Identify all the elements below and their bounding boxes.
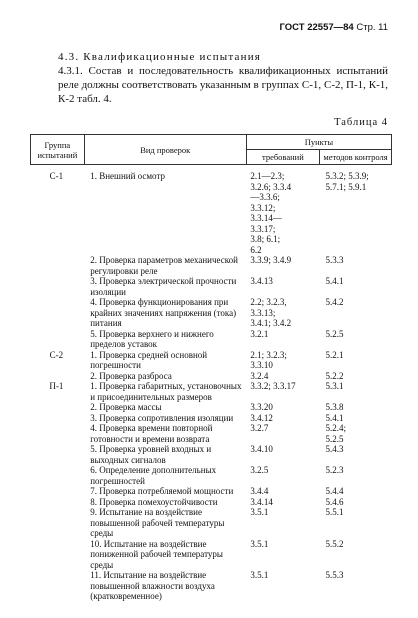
cell-group [31, 486, 85, 497]
cell-requirements: 3.5.1 [250, 538, 269, 549]
cell-requirements: 3.3.9; 3.4.9 [250, 255, 292, 265]
table-row [31, 402, 392, 413]
cell-group [31, 276, 85, 297]
cell-check-name: 4. Проверка времени повторной готовности и времени возврата [90, 423, 213, 444]
table-row [31, 465, 392, 486]
cell-methods: 5.2.4; 5.2.5 [325, 423, 346, 444]
cell-requirements: 3.5.1 [250, 507, 269, 517]
cell-check-name: 5. Проверка уровней входных и выходных сигналов [90, 444, 212, 465]
table-row [31, 570, 392, 602]
header-group: Группа испытаний [31, 135, 85, 165]
cell-check-name: 1. Проверка габаритных, установочных и присоединительных размеров [90, 381, 242, 402]
cell-check-name: 2. Проверка разброса [90, 370, 172, 381]
cell-methods: 5.3.2; 5.3.9; 5.7.1; 5.9.1 [325, 171, 369, 192]
cell-group [31, 465, 85, 486]
cell-methods: 5.2.3 [325, 465, 344, 475]
table-row [31, 413, 392, 424]
intro-paragraph: 4.3.1. Состав и последовательность квалификационных испытаний реле должны соответствовать указанным в группах С-1, С-2, П-1, К-1, К-2 табл. 4. [58, 65, 388, 105]
cell-group: П-1 [49, 381, 64, 391]
cell-requirements: 2.2; 3.2.3, 3.3.13; 3.4.1; 3.4.2 [250, 297, 292, 328]
cell-methods: 5.5.2 [325, 538, 344, 549]
header-requirements: требований [246, 150, 319, 165]
cell-requirements: 3.3.20 [250, 402, 273, 412]
cell-methods: 5.4.1 [325, 276, 344, 286]
cell-methods: 5.5.1 [325, 507, 344, 517]
cell-check-name: 3. Проверка сопротивления изоляции [90, 412, 234, 423]
page-header [280, 22, 388, 33]
table-body [31, 165, 392, 602]
cell-check-name: 9. Испытание на воздействие повышенной рабочей температуры среды [90, 507, 225, 538]
cell-check-name: 3. Проверка электрической прочности изоляции [90, 276, 237, 297]
header-checks: Вид проверок [84, 135, 246, 165]
cell-methods: 5.5.3 [325, 570, 344, 580]
cell-check-name: 1. Проверка средней основной погрешности [90, 349, 208, 370]
cell-check-name: 10. Испытание на воздействие пониженной рабочей температуры среды [90, 538, 223, 570]
cell-check-name: 11. Испытание на воздействие повышенной влажности воздуха (кратковременное) [90, 570, 215, 601]
cell-requirements: 3.4.4 [250, 486, 269, 496]
cell-methods: 5.3.3 [325, 255, 344, 265]
cell-check-name: 8. Проверка помехоустойчивости [90, 496, 218, 507]
cell-group [31, 539, 85, 571]
table-row [31, 371, 392, 382]
table-row [31, 486, 392, 497]
header-clauses: Пункты [246, 135, 391, 150]
cell-check-name: 1. Внешний осмотр [90, 171, 165, 181]
standard-number: ГОСТ 22557—84 [279, 22, 354, 33]
cell-requirements: 2.1; 3.2.3; 3.3.10 [250, 349, 287, 370]
header-methods: методов контроля [319, 150, 391, 165]
cell-check-name: 7. Проверка потребляемой мощности [90, 486, 234, 496]
cell-requirements: 3.2.4 [250, 370, 269, 381]
cell-methods: 5.2.2 [325, 370, 344, 381]
cell-requirements: 3.4.12 [250, 412, 273, 423]
cell-group [31, 371, 85, 382]
table-row [31, 444, 392, 465]
cell-check-name: 5. Проверка верхнего и нижнего пределов уставок [90, 328, 214, 349]
cell-check-name: 2. Проверка массы [90, 402, 162, 412]
table-row [31, 329, 392, 350]
cell-group [31, 423, 85, 444]
cell-group [31, 297, 85, 329]
cell-check-name: 2. Проверка параметров механической регулировки реле [90, 255, 238, 276]
cell-requirements: 3.5.1 [250, 570, 269, 580]
page-number: Стр. 11 [356, 22, 388, 33]
cell-methods: 5.3.8 [325, 402, 344, 412]
cell-methods: 5.4.4 [325, 486, 344, 496]
table-caption: Таблица 4 [334, 117, 388, 128]
table-row [31, 539, 392, 571]
table-row [31, 423, 392, 444]
cell-methods: 5.4.1 [325, 412, 344, 423]
cell-requirements: 3.4.10 [250, 444, 273, 454]
cell-group: С-1 [49, 171, 64, 181]
table-row [31, 497, 392, 508]
cell-requirements: 2.1—2.3; 3.2.6; 3.3.4 —3.3.6; 3.3.12; 3.3.14— 3.3.17; 3.8; 6.1; 6.2 [250, 171, 292, 255]
cell-methods: 5.2.5 [325, 328, 344, 339]
table-row [31, 171, 392, 255]
cell-requirements: 3.2.1 [250, 328, 269, 339]
cell-methods: 5.3.1 [325, 381, 344, 391]
cell-group [31, 444, 85, 465]
cell-methods: 5.4.6 [325, 496, 344, 507]
table-row [31, 276, 392, 297]
cell-check-name: 6. Определение дополнительных погрешностей [90, 465, 217, 486]
cell-methods: 5.4.3 [325, 444, 344, 454]
cell-group [31, 507, 85, 539]
cell-requirements: 3.2.7 [250, 423, 269, 433]
cell-check-name: 4. Проверка функционирования при крайних значениях напряжения (тока) питания [90, 297, 237, 328]
table-row [31, 350, 392, 371]
cell-group [31, 329, 85, 350]
section-title: 4.3. Квалификационные испытания [58, 51, 262, 63]
cell-group [31, 255, 85, 276]
table-row [31, 297, 392, 329]
cell-group [31, 497, 85, 508]
cell-group: С-2 [49, 349, 64, 360]
cell-requirements: 3.4.13 [250, 276, 273, 286]
table-row [31, 507, 392, 539]
cell-group [31, 413, 85, 424]
cell-methods: 5.4.2 [325, 297, 344, 307]
cell-requirements: 3.3.2; 3.3.17 [250, 381, 296, 391]
table-row [31, 255, 392, 276]
cell-group [31, 402, 85, 413]
cell-group [31, 570, 85, 602]
table-row [31, 381, 392, 402]
cell-requirements: 3.4.14 [250, 496, 273, 507]
cell-requirements: 3.2.5 [250, 465, 269, 475]
tests-table [30, 134, 392, 602]
cell-methods: 5.2.1 [325, 349, 344, 360]
